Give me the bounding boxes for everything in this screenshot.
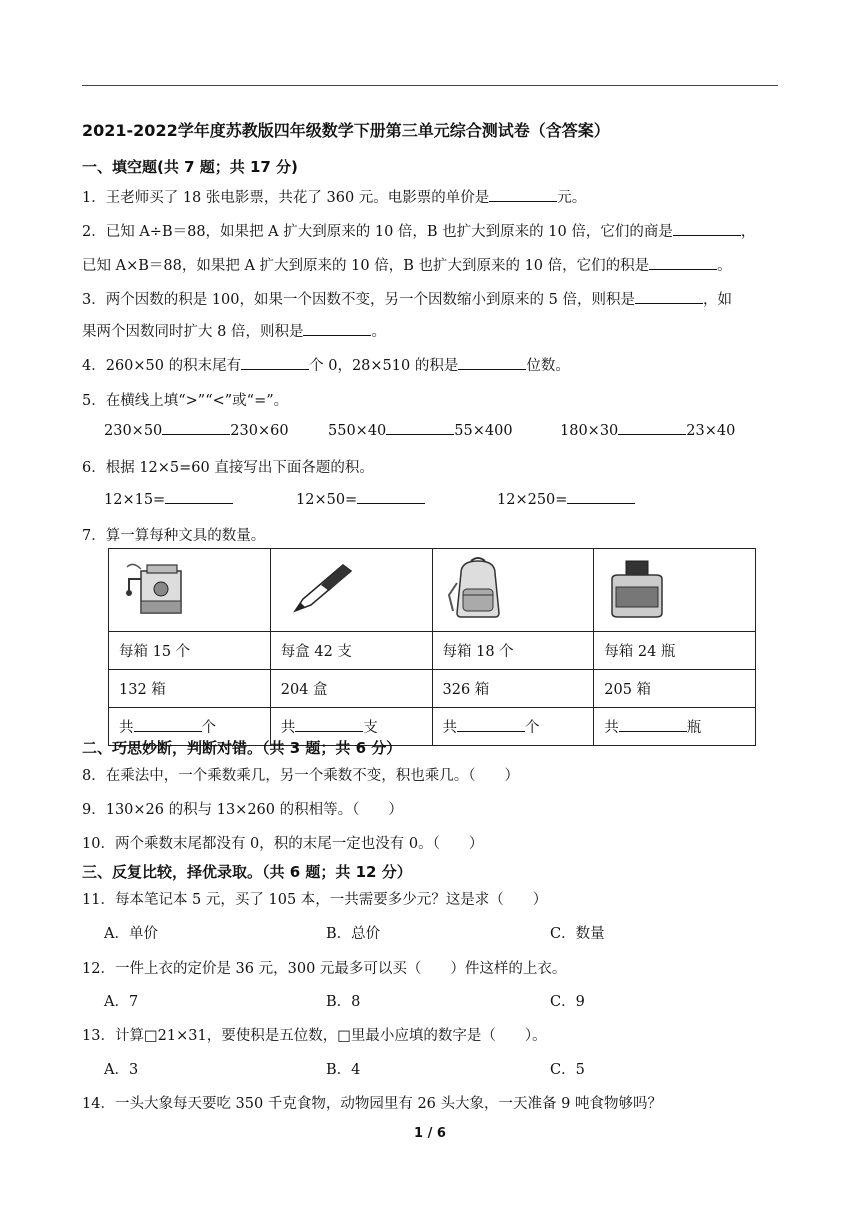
- box-count: 205 箱: [594, 670, 756, 708]
- question-1-text: 1．王老师买了 18 张电影票，共花了 360 元。电影票的单价是: [82, 190, 490, 206]
- answer-blank[interactable]: [619, 719, 687, 732]
- q13-option-a[interactable]: A．3: [104, 1062, 139, 1078]
- question-1-text-end: 元。: [557, 190, 587, 206]
- product-expression: 12×15=: [104, 492, 166, 508]
- pack-size: 每箱 15 个: [109, 632, 271, 670]
- pen-cell: [270, 549, 432, 632]
- question-6: 6．根据 12×5=60 直接写出下面各题的积。: [82, 460, 374, 476]
- answer-blank[interactable]: [489, 189, 557, 202]
- question-3-line-1: [82, 288, 732, 309]
- answer-blank[interactable]: [162, 422, 230, 435]
- box-count: 204 盒: [270, 670, 432, 708]
- question-1: [82, 186, 586, 207]
- answer-blank[interactable]: [673, 223, 741, 236]
- box-count: 132 箱: [109, 670, 271, 708]
- answer-blank[interactable]: [457, 719, 525, 732]
- answer-blank[interactable]: [303, 323, 371, 336]
- backpack-icon: [443, 555, 513, 621]
- question-8: 8．在乘法中，一个乘数乘几，另一个乘数不变，积也乘几。（ ）: [82, 768, 519, 784]
- question-4-text-mid: 个 0，28×510 的积是: [309, 358, 459, 374]
- question-2-line-2: [82, 254, 732, 275]
- total-prefix: 共: [280, 720, 296, 736]
- question-11: 11．每本笔记本 5 元，买了 105 本，一共需要多少元？这是求（ ）: [82, 892, 548, 908]
- q13-option-c[interactable]: C．5: [550, 1062, 585, 1078]
- total-prefix: 共: [119, 720, 134, 736]
- answer-blank[interactable]: [134, 719, 202, 732]
- answer-blank[interactable]: [635, 291, 703, 304]
- fountain-pen-icon: [281, 557, 361, 619]
- question-7: 7．算一算每种文具的数量。: [82, 528, 266, 544]
- compare-left: 550×40: [328, 423, 387, 439]
- total-unit: 支: [363, 720, 378, 736]
- ink-bottle-cell: [594, 549, 756, 632]
- question-4: [82, 354, 570, 375]
- question-13: 13．计算□21×31，要使积是五位数，□里最小应填的数字是（ ）。: [82, 1028, 547, 1044]
- q13-option-b[interactable]: B．4: [326, 1062, 361, 1078]
- answer-blank[interactable]: [618, 422, 686, 435]
- compare-item-1: [104, 422, 289, 439]
- answer-blank[interactable]: [567, 491, 635, 504]
- question-9: 9．130×26 的积与 13×260 的积相等。（ ）: [82, 802, 403, 818]
- pencil-sharpener-icon: [119, 557, 191, 619]
- question-2-text: 2．已知 A÷B＝88，如果把 A 扩大到原来的 10 倍，B 也扩大到原来的 10 倍，它们的商是: [82, 224, 673, 240]
- compare-right: 230×60: [230, 423, 289, 439]
- total-unit: 个: [201, 720, 216, 736]
- product-item-1: [104, 491, 233, 508]
- q12-option-a[interactable]: A．7: [104, 994, 139, 1010]
- compare-right: 55×400: [454, 423, 513, 439]
- q12-option-c[interactable]: C．9: [550, 994, 585, 1010]
- box-count: 326 箱: [432, 670, 594, 708]
- question-2-punct-2: 。: [717, 258, 732, 274]
- question-3-punct: 。: [371, 324, 386, 340]
- ink-bottle-icon: [604, 557, 670, 619]
- question-2-punct: ，: [740, 224, 756, 240]
- question-14: 14．一头大象每天要吃 350 千克食物，动物园里有 26 头大象，一天准备 9 吨食物够吗？: [82, 1096, 662, 1112]
- answer-blank[interactable]: [458, 357, 526, 370]
- compare-right: 23×40: [686, 423, 736, 439]
- answer-blank[interactable]: [649, 257, 717, 270]
- page-number: 1 / 6: [414, 1126, 446, 1141]
- product-item-2: [296, 491, 425, 508]
- section-2-heading: 二、巧思妙断，判断对错。（共 3 题；共 6 分）: [82, 739, 402, 757]
- question-3-text-end: ，如: [702, 292, 732, 308]
- answer-blank[interactable]: [386, 422, 454, 435]
- sharpener-cell: [109, 549, 271, 632]
- pack-size: 每箱 24 瓶: [594, 632, 756, 670]
- compare-item-2: [328, 422, 513, 439]
- total-unit: 瓶: [686, 720, 702, 736]
- stationery-table: [108, 548, 756, 746]
- count-row: [109, 670, 756, 708]
- compare-left: 230×50: [104, 423, 163, 439]
- question-10: 10．两个乘数末尾都没有 0，积的末尾一定也没有 0。（ ）: [82, 836, 484, 852]
- total-prefix: 共: [442, 720, 457, 736]
- image-row: [109, 549, 756, 632]
- section-3-heading: 三、反复比较，择优录取。（共 6 题；共 12 分）: [82, 863, 412, 881]
- question-2-line-1: [82, 220, 755, 241]
- total-cell: [594, 708, 756, 746]
- question-4-text-end: 位数。: [526, 358, 570, 374]
- q11-option-c[interactable]: C．数量: [550, 926, 605, 942]
- question-5: 5．在横线上填“>”“<”或“=”。: [82, 393, 289, 409]
- product-item-3: [497, 491, 635, 508]
- compare-item-3: [560, 422, 735, 439]
- answer-blank[interactable]: [165, 491, 233, 504]
- question-3-text: 3．两个因数的积是 100，如果一个因数不变，另一个因数缩小到原来的 5 倍，则积是: [82, 292, 635, 308]
- compare-left: 180×30: [560, 423, 619, 439]
- question-4-text: 4．260×50 的积末尾有: [82, 358, 242, 374]
- product-expression: 12×250=: [497, 492, 568, 508]
- header-rule: [82, 85, 778, 86]
- total-cell: [432, 708, 594, 746]
- pack-size: 每箱 18 个: [432, 632, 594, 670]
- section-1-heading: 一、填空题(共 7 题；共 17 分): [82, 158, 298, 176]
- question-3-line-2: [82, 320, 386, 341]
- question-12: 12．一件上衣的定价是 36 元，300 元最多可以买（ ）件这样的上衣。: [82, 961, 567, 977]
- total-unit: 个: [525, 720, 540, 736]
- pack-size: 每盒 42 支: [270, 632, 432, 670]
- question-2-text-2: 已知 A×B＝88，如果把 A 扩大到原来的 10 倍，B 也扩大到原来的 10 倍，它们的积是: [82, 258, 650, 274]
- pack-row: [109, 632, 756, 670]
- document-title: 2021-2022学年度苏教版四年级数学下册第三单元综合测试卷（含答案）: [82, 121, 610, 140]
- answer-blank[interactable]: [241, 357, 309, 370]
- answer-blank[interactable]: [295, 719, 363, 732]
- answer-blank[interactable]: [357, 491, 425, 504]
- total-prefix: 共: [604, 720, 619, 736]
- q11-option-b[interactable]: B．总价: [326, 926, 381, 942]
- q12-option-b[interactable]: B．8: [326, 994, 361, 1010]
- product-expression: 12×50=: [296, 492, 358, 508]
- backpack-cell: [432, 549, 594, 632]
- question-3-text-2: 果两个因数同时扩大 8 倍，则积是: [82, 324, 304, 340]
- q11-option-a[interactable]: A．单价: [104, 926, 158, 942]
